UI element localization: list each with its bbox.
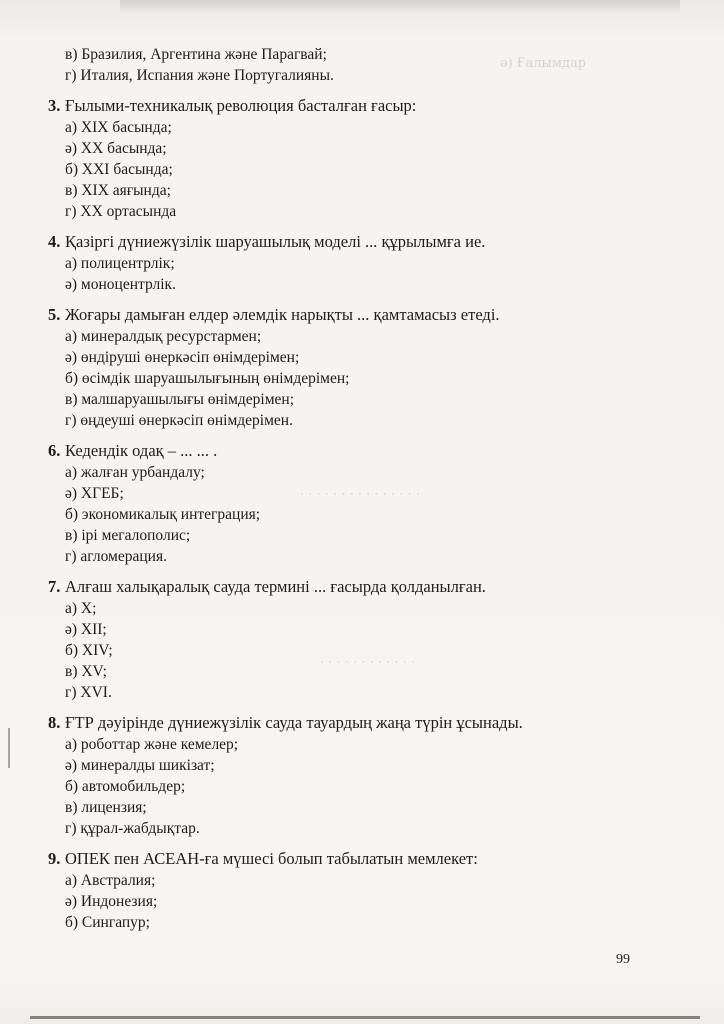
option: г) XX ортасында [65,203,177,220]
question-text: ОПЕК пен АСЕАН-ға мүшесі болып табылатын мемлекет: [65,849,478,868]
option: г) XVI. [65,684,112,701]
margin-mark [8,728,10,768]
option: ә) минералды шикізат; [65,757,215,774]
exercise-list [48,44,668,933]
option: б) XIV; [65,642,113,659]
option: ә) Индонезия; [65,893,158,910]
bleed-through-text: ә) Ғалымдар [500,56,587,71]
bleed-through-text: . . . . . . . . . . . . [320,652,416,667]
option: б) автомобильдер; [65,778,186,795]
option: а) минералдық ресурстармен; [65,328,262,345]
option: г) агломерация. [65,548,167,565]
question-number: 3. [48,96,61,115]
option: ә) өндіруші өнеркәсіп өнімдерімен; [65,349,300,366]
question-text: ҒТР дәуірінде дүниежүзілік сауда тауардың жаңа түрін ұсынады. [65,713,523,732]
question-text: Қазіргі дүниежүзілік шаруашылық моделі ... құрылымға ие. [65,232,486,251]
carryover-options [48,44,668,86]
option: в) Бразилия, Аргентина және Парагвай; [65,46,327,63]
page-bottom-edge [30,1016,700,1019]
option: б) Сингапур; [65,914,150,931]
option: в) ірі мегалополис; [65,527,191,544]
option: в) XV; [65,663,107,680]
option: ә) XX басында; [65,140,167,157]
question-5 [48,304,668,431]
option: ә) XII; [65,621,107,638]
question-number: 6. [48,441,61,460]
option: б) өсімдік шаруашылығының өнімдерімен; [65,370,350,387]
option: г) Италия, Испания және Португалияны. [65,67,334,84]
option: в) малшаруашылығы өнімдерімен; [65,391,295,408]
question-4 [48,231,668,295]
option: б) XXI басында; [65,161,173,178]
question-number: 5. [48,305,61,324]
question-number: 8. [48,713,61,732]
question-text: Кедендік одақ – ... ... . [65,441,218,460]
question-6 [48,440,668,567]
bleed-through-text: . . . . . . . . . . . . . . . [300,484,420,499]
option: а) жалған урбандалу; [65,464,205,481]
option: а) Австралия; [65,872,156,889]
question-text: Жоғары дамыған елдер әлемдік нарықты ... қамтамасыз етеді. [65,305,500,324]
option: а) полицентрлік; [65,255,175,272]
option: ә) ХГЕБ; [65,485,124,502]
option: г) өңдеуші өнеркәсіп өнімдерімен. [65,412,293,429]
option: а) X; [65,600,97,617]
page-number: 99 [616,952,630,967]
question-text: Алғаш халықаралық саудa термині ... ғасырда қолданылған. [65,577,486,596]
question-text: Ғылыми-техникалық революция басталған ғасыр: [65,96,417,115]
question-number: 7. [48,577,61,596]
question-8 [48,712,668,839]
option: г) құрал-жабдықтар. [65,820,200,837]
option: б) экономикалық интеграция; [65,506,261,523]
option: в) лицензия; [65,799,147,816]
option: ә) моноцентрлік. [65,276,176,293]
option: а) XIX басында; [65,119,172,136]
question-3 [48,95,668,222]
question-number: 4. [48,232,61,251]
question-9 [48,848,668,933]
option: в) XIX аяғында; [65,182,171,199]
question-7 [48,576,668,703]
question-number: 9. [48,849,61,868]
top-scan-shadow [120,0,680,14]
option: а) роботтар және кемелер; [65,736,239,753]
